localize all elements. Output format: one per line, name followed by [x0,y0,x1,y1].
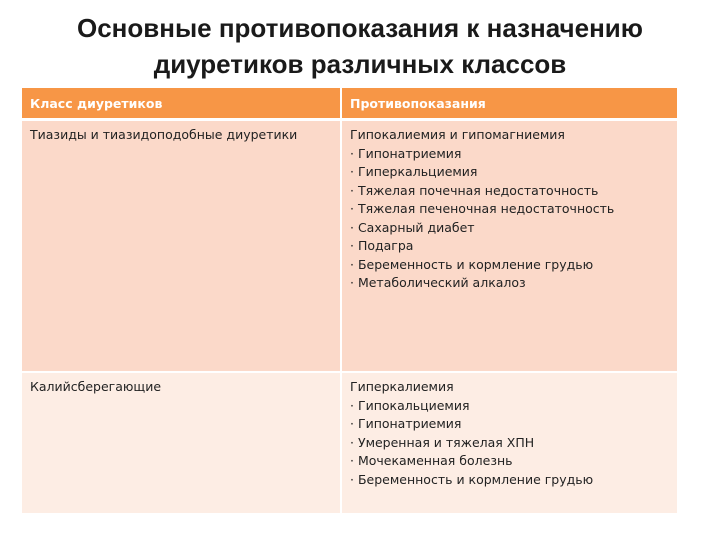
contraindication-item: · Тяжелая почечная недостаточность [350,182,599,198]
contraindication-item: · Гипокальциемия [350,397,470,413]
contraindications-cell [341,372,677,514]
contraindication-item: · Гиперкальциемия [350,164,478,179]
contraindication-item: · Сахарный диабет [350,219,475,235]
contraindications-cell [341,120,677,373]
contraindications-table [22,88,677,515]
diuretic-class-cell: Тиазиды и тиазидоподобные диуретики [22,120,341,373]
contraindication-item: · Мочекаменная болезнь [350,453,513,468]
diuretic-class-cell: Калийсберегающие [22,372,341,514]
table-row [22,120,677,373]
contraindication-item: · Гипонатриемия [350,416,462,431]
contraindication-item: · Гипонатриемия [350,145,462,161]
contraindication-item: · Беременность и кормление грудью [350,471,594,487]
contraindication-item: · Подагра [350,238,414,253]
header-contraindications: Противопоказания [341,88,677,120]
table-header-row [22,88,677,120]
slide-title-line-1: Основные противопоказания к назначению [76,13,643,43]
contraindication-item: · Умеренная и тяжелая ХПН [350,434,535,450]
contraindication-item: · Тяжелая печеночная недостаточность [350,201,615,216]
contraindication-item: · Беременность и кормление грудью [350,256,594,272]
header-diuretic-class: Класс диуретиков [22,88,341,120]
slide-title [20,10,700,82]
contraindication-item: · Метаболический алкалоз [350,275,526,290]
contraindication-item: Гиперкалиемия [350,379,454,394]
table-row [22,372,677,514]
contraindication-item: Гипокалиемия и гипомагниемия [350,127,565,142]
slide-title-line-2: диуретиков различных классов [153,49,567,79]
